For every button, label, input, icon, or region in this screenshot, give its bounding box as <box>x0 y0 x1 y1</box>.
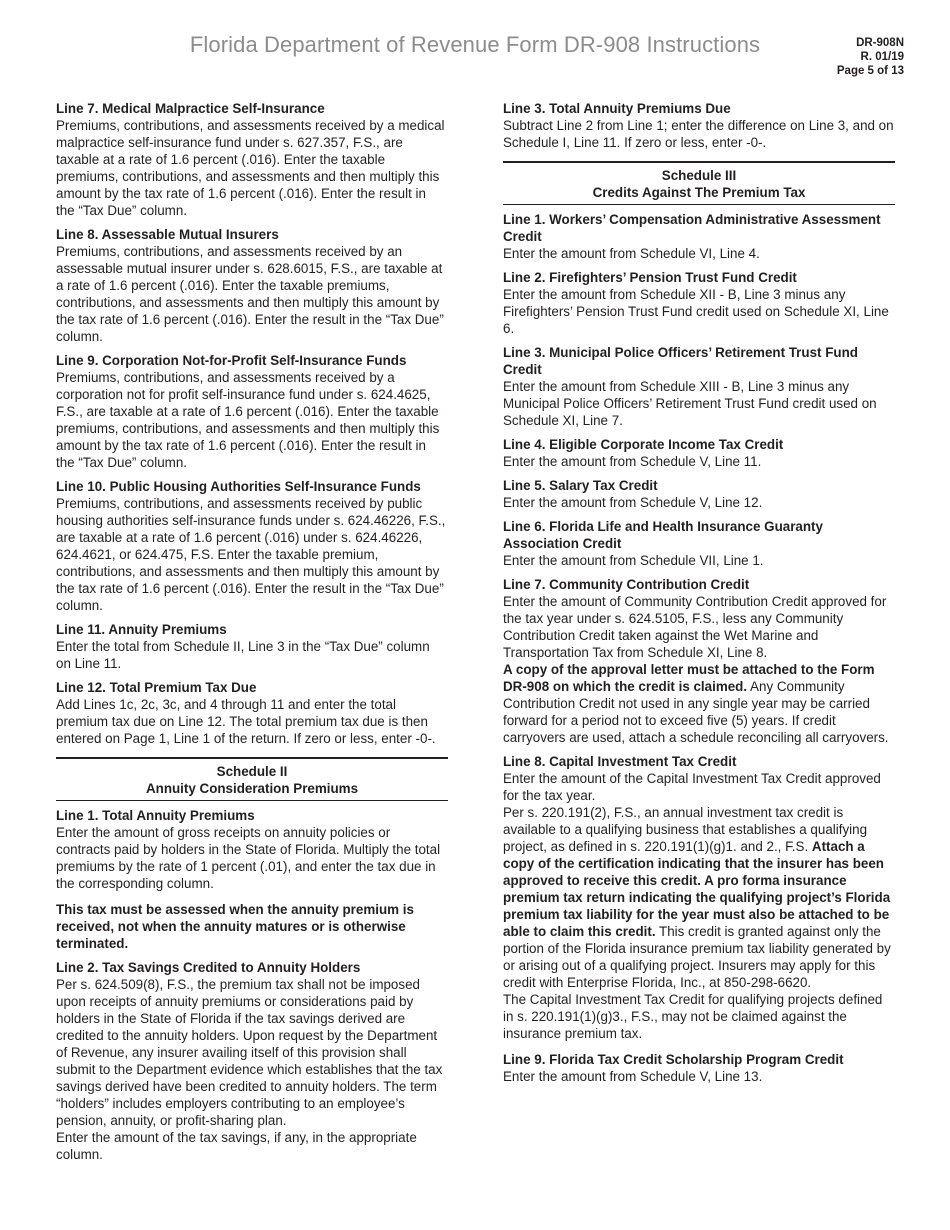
attachment-requirement: Attach a copy of the certification indicating that the insurer has been approved to receive this credit. A pro forma insurance premium tax return indicating the qualifying project’s Florida premium tax liability for the year must also be attached to be able to claim this credit. <box>503 839 891 939</box>
section-body: Enter the total from Schedule II, Line 3 in the “Tax Due” column on Line 11. <box>56 639 430 671</box>
right-column <box>503 100 895 1092</box>
section-body: Enter the amount from Schedule V, Line 11. <box>503 454 762 469</box>
carryforward-text: Any Community Contribution Credit not used in any single year may be carried forward for a period not to exceed five (5) years. If credit carryovers are used, attach a schedule reconciling all carryovers. <box>503 679 889 745</box>
section-heading: Line 2. Firefighters’ Pension Trust Fund Credit <box>503 270 797 285</box>
attachment-requirement: A copy of the approval letter must be attached to the Form DR-908 on which the credit is claimed. <box>503 662 875 694</box>
section-line11 <box>56 621 448 672</box>
section-body: Premiums, contributions, and assessments received by a corporation not for profit self-insurance fund under s. 624.4625, F.S., are taxable at a rate of 1.6 percent (.016). Enter the taxable premiums, contributions, and assessments and then multiply this amount by the tax rate of 1.6 percent (.016). Enter the result in the “Tax Due” column. <box>56 370 440 470</box>
schedule-ii-banner <box>56 757 448 801</box>
section-body: Subtract Line 2 from Line 1; enter the difference on Line 3, and on Schedule I, Line 11. If zero or less, enter -0-. <box>503 118 894 150</box>
section-s3-line4 <box>503 436 895 470</box>
section-s3-line8 <box>503 753 895 1042</box>
credit-limitation-text: This credit is granted against only the portion of the Florida insurance premium tax liability generated by or arising out of a qualifying project. Insurers may apply for this credit with Enterprise Florida, Inc., at 850-298-6620. <box>503 924 891 990</box>
form-number: DR-908N <box>856 37 904 49</box>
section-heading: Line 7. Community Contribution Credit <box>503 577 750 592</box>
section-heading: Line 8. Assessable Mutual Insurers <box>56 227 279 242</box>
section-s2-line3 <box>503 100 895 151</box>
section-s3-line5 <box>503 477 895 511</box>
section-s2-line2 <box>56 959 448 1163</box>
section-body: Add Lines 1c, 2c, 3c, and 4 through 11 and enter the total premium tax due on Line 12. The total premium tax due is then entered on Page 1, Line 1 of the return. If zero or less, enter -0-. <box>56 697 436 746</box>
section-line12 <box>56 679 448 747</box>
schedule-title: Schedule III <box>661 168 737 183</box>
document-title: Florida Department of Revenue Form DR-908 Instructions <box>189 32 761 57</box>
form-revision: R. 01/19 <box>860 51 904 63</box>
section-heading: Line 8. Capital Investment Tax Credit <box>503 754 737 769</box>
statute-text: Per s. 220.191(2), F.S., an annual investment tax credit is available to a qualifying business that establishes a qualifying project, as defined in s. 220.191(1)(g)1. and 2., F.S. <box>503 805 868 854</box>
section-s3-line1 <box>503 211 895 262</box>
section-body: Premiums, contributions, and assessments received by public housing authorities self-insurance funds under s. 624.46226, F.S., are taxable at a rate of 1.6 percent (.016) under s. 624.46226, 624.4621, or 624.475, F.S. Enter the taxable premium, contributions, and assessments and then multiply this amount by the tax rate of 1.6 percent (.016). Enter the result in the “Tax Due” column. <box>56 496 446 613</box>
section-body: Enter the amount from Schedule XIII - B, Line 3 minus any Municipal Police Officers’ Retirement Trust Fund credit used on Schedule XI, Line 7. <box>503 379 877 428</box>
section-heading: Line 9. Florida Tax Credit Scholarship Program Credit <box>503 1052 844 1067</box>
schedule-iii-banner <box>503 161 895 205</box>
section-s3-line3 <box>503 344 895 429</box>
schedule-subtitle: Credits Against The Premium Tax <box>592 185 806 200</box>
section-body: Enter the amount of gross receipts on annuity policies or contracts paid by holders in the State of Florida. Multiply the total premiums by the rate of 1 percent (.01), and enter the tax due in the corresponding column. <box>56 825 441 891</box>
section-heading: Line 3. Total Annuity Premiums Due <box>503 101 731 116</box>
section-s3-line2 <box>503 269 895 337</box>
section-body: Enter the amount from Schedule VI, Line 4. <box>503 246 760 261</box>
schedule-subtitle: Annuity Consideration Premiums <box>145 781 359 796</box>
section-heading: Line 11. Annuity Premiums <box>56 622 227 637</box>
form-identifier <box>837 36 904 78</box>
section-heading: Line 1. Workers’ Compensation Administrative Assessment Credit <box>503 212 881 244</box>
section-s3-line9 <box>503 1051 895 1085</box>
section-body: Premiums, contributions, and assessments received by an assessable mutual insurer under s. 628.6015, F.S., are taxable at a rate of 1.6 percent (.016). Enter the taxable premiums, contributions, and assessments and then multiply this amount by the tax rate of 1.6 percent (.016). Enter the result in the “Tax Due” column. <box>56 244 444 344</box>
section-body: Enter the amount of the Capital Investment Tax Credit approved for the tax year. <box>503 771 881 803</box>
section-body: Per s. 624.509(8), F.S., the premium tax shall not be imposed upon receipts of annuity premiums or considerations paid by holders in the State of Florida if the tax savings derived are credited to the annuity holders. Upon request by the Department of Revenue, any insurer availing itself of this provision shall submit to the Department evidence which establishes that the tax savings derived have been credited to annuity holders. The term “holders” includes employers contributing to an employee’s pension, annuity, or profit-sharing plan. <box>56 977 443 1128</box>
section-body-3: The Capital Investment Tax Credit for qualifying projects defined in s. 220.191(1)(g)3., F.S., may not be claimed against the insurance premium tax. <box>503 992 883 1041</box>
section-heading: Line 4. Eligible Corporate Income Tax Credit <box>503 437 784 452</box>
section-s3-line6 <box>503 518 895 569</box>
section-s3-line7 <box>503 576 895 746</box>
section-heading: Line 1. Total Annuity Premiums <box>56 808 255 823</box>
section-line10 <box>56 478 448 614</box>
section-heading: Line 9. Corporation Not-for-Profit Self-Insurance Funds <box>56 353 407 368</box>
section-line7 <box>56 100 448 219</box>
section-body: Premiums, contributions, and assessments received by a medical malpractice self-insurance fund under s. 627.357, F.S., are taxable at a rate of 1.6 percent (.016). Enter the taxable premiums, contributions, and assessments and then multiply this amount by the tax rate of 1.6 percent (.016). Enter the result in the “Tax Due” column. <box>56 118 445 218</box>
section-body: Enter the amount from Schedule XII - B, Line 3 minus any Firefighters’ Pension Trust Fund credit used on Schedule XI, Line 6. <box>503 287 889 336</box>
section-body: Enter the amount from Schedule V, Line 12. <box>503 495 763 510</box>
left-column <box>56 100 448 1170</box>
section-body-2: Enter the amount of the tax savings, if any, in the appropriate column. <box>56 1130 417 1162</box>
section-heading: Line 6. Florida Life and Health Insurance Guaranty Association Credit <box>503 519 823 551</box>
section-heading: Line 3. Municipal Police Officers’ Retirement Trust Fund Credit <box>503 345 858 377</box>
section-body-2 <box>503 661 895 746</box>
schedule-title: Schedule II <box>216 764 288 779</box>
section-line8 <box>56 226 448 345</box>
section-s2-notice <box>56 901 448 952</box>
section-heading: Line 5. Salary Tax Credit <box>503 478 658 493</box>
section-heading: Line 2. Tax Savings Credited to Annuity Holders <box>56 960 361 975</box>
section-heading: Line 10. Public Housing Authorities Self-Insurance Funds <box>56 479 421 494</box>
page-number: Page 5 of 13 <box>836 65 904 77</box>
section-heading: Line 7. Medical Malpractice Self-Insurance <box>56 101 325 116</box>
section-body: Enter the amount of Community Contribution Credit approved for the tax year under s. 624.5105, F.S., less any Community Contribution Credit taken against the Wet Marine and Transportation Tax from Schedule XI, Line 8. <box>503 594 887 660</box>
section-body-2 <box>503 804 895 991</box>
section-heading: Line 12. Total Premium Tax Due <box>56 680 257 695</box>
section-body: Enter the amount from Schedule V, Line 13. <box>503 1069 763 1084</box>
section-body: Enter the amount from Schedule VII, Line 1. <box>503 553 764 568</box>
notice-text: This tax must be assessed when the annuity premium is received, not when the annuity matures or is otherwise terminated. <box>56 902 414 951</box>
section-line9 <box>56 352 448 471</box>
section-s2-line1 <box>56 807 448 892</box>
